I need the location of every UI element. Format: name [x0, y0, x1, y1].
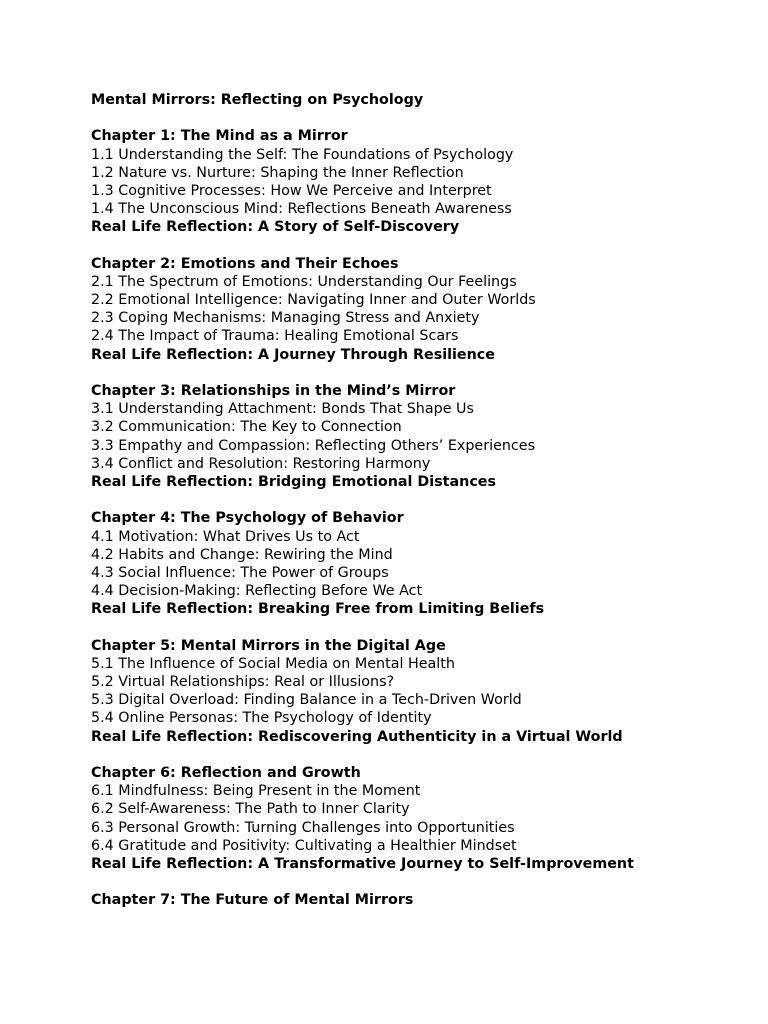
document-title: Mental Mirrors: Reflecting on Psychology [91, 92, 424, 108]
chapter-heading: Chapter 3: Relationships in the Mind’s Mirror [91, 383, 456, 399]
section-line: 4.3 Social Influence: The Power of Groups [91, 564, 389, 581]
spacer [91, 491, 751, 509]
chapter-heading: Chapter 5: Mental Mirrors in the Digital Age [91, 637, 446, 654]
section-line: 6.2 Self-Awareness: The Path to Inner Clarity [91, 801, 410, 818]
section-line: 4.4 Decision-Making: Reflecting Before We Act [91, 583, 423, 600]
chapter-heading: Chapter 2: Emotions and Their Echoes [91, 255, 399, 272]
real-life-reflection: Real Life Reflection: A Journey Through Resilience [91, 346, 495, 363]
document-page [91, 91, 751, 909]
section-line: 5.4 Online Personas: The Psychology of Identity [91, 710, 432, 727]
section-line: 1.2 Nature vs. Nurture: Shaping the Inner Reflection [91, 164, 464, 181]
real-life-reflection: Real Life Reflection: Rediscovering Authenticity in a Virtual World [91, 728, 623, 745]
chapter-1 [91, 127, 751, 236]
section-line: 1.3 Cognitive Processes: How We Perceive and Interpret [91, 182, 492, 199]
chapter-5 [91, 637, 751, 746]
chapter-4 [91, 509, 751, 618]
section-line: 3.4 Conflict and Resolution: Restoring Harmony [91, 455, 431, 472]
section-line: 1.4 The Unconscious Mind: Reflections Beneath Awareness [91, 201, 512, 218]
spacer [91, 618, 751, 636]
spacer [91, 746, 751, 764]
section-line: 4.2 Habits and Change: Rewiring the Mind [91, 546, 393, 563]
section-line: 6.1 Mindfulness: Being Present in the Moment [91, 783, 421, 800]
real-life-reflection: Real Life Reflection: Breaking Free from Limiting Beliefs [91, 601, 545, 618]
section-line: 5.3 Digital Overload: Finding Balance in a Tech-Driven World [91, 692, 522, 709]
section-line: 4.1 Motivation: What Drives Us to Act [91, 528, 360, 545]
section-line: 3.3 Empathy and Compassion: Reflecting Others’ Experiences [91, 437, 536, 454]
chapter-heading: Chapter 6: Reflection and Growth [91, 764, 361, 781]
spacer [91, 873, 751, 891]
chapter-heading: Chapter 1: The Mind as a Mirror [91, 128, 348, 145]
chapter-3 [91, 382, 751, 491]
section-line: 1.1 Understanding the Self: The Foundations of Psychology [91, 146, 514, 163]
section-line: 6.4 Gratitude and Positivity: Cultivating a Healthier Mindset [91, 837, 517, 854]
real-life-reflection: Real Life Reflection: A Transformative Journey to Self-Improvement [91, 855, 634, 872]
section-line: 5.1 The Influence of Social Media on Mental Health [91, 655, 455, 672]
section-line: 2.4 The Impact of Trauma: Healing Emotional Scars [91, 328, 459, 345]
chapter-heading: Chapter 4: The Psychology of Behavior [91, 510, 404, 527]
spacer [91, 237, 751, 255]
chapter-heading: Chapter 7: The Future of Mental Mirrors [91, 892, 414, 909]
chapter-6 [91, 764, 751, 873]
section-line: 2.1 The Spectrum of Emotions: Understanding Our Feelings [91, 273, 517, 290]
section-line: 2.2 Emotional Intelligence: Navigating Inner and Outer Worlds [91, 292, 536, 309]
section-line: 3.1 Understanding Attachment: Bonds That Shape Us [91, 401, 474, 418]
real-life-reflection: Real Life Reflection: Bridging Emotional Distances [91, 473, 497, 490]
spacer [91, 109, 751, 127]
real-life-reflection: Real Life Reflection: A Story of Self-Discovery [91, 219, 460, 236]
section-line: 2.3 Coping Mechanisms: Managing Stress and Anxiety [91, 310, 480, 327]
section-line: 5.2 Virtual Relationships: Real or Illusions? [91, 674, 395, 690]
spacer [91, 364, 751, 382]
chapter-7 [91, 891, 751, 909]
chapter-2 [91, 255, 751, 364]
section-line: 3.2 Communication: The Key to Connection [91, 419, 402, 436]
section-line: 6.3 Personal Growth: Turning Challenges into Opportunities [91, 819, 515, 836]
